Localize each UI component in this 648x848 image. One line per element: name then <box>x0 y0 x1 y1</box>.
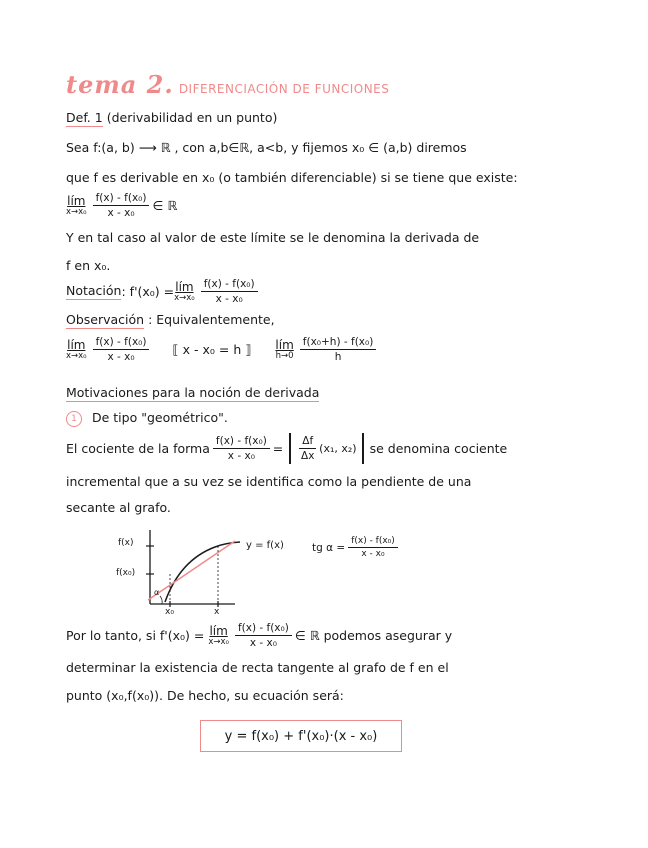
graph-curve-label: y = f(x) <box>246 540 284 551</box>
notacion-lim <box>174 280 195 303</box>
frac-den: x - x₀ <box>361 549 385 559</box>
observacion-rest: : Equivalentemente, <box>148 312 275 327</box>
lim-sub: h→0 <box>275 351 294 361</box>
lim-sub: x→x₀ <box>208 637 229 647</box>
equals: = <box>272 441 284 456</box>
lim-word: lím <box>67 194 86 208</box>
notacion <box>66 278 261 305</box>
observacion-subst: ⟦ x - x₀ = h ⟧ <box>172 342 252 357</box>
conclusion-line2: determinar la existencia de recta tangente al grafo de f en el <box>66 660 449 675</box>
page-title <box>66 70 389 99</box>
frac-den: x - x₀ <box>215 293 243 305</box>
item-number: 1 <box>66 411 82 427</box>
observacion-formula <box>66 336 379 363</box>
item-title: De tipo "geométrico". <box>91 410 228 425</box>
notacion-fraction <box>201 278 258 305</box>
frac-den: x - x₀ <box>107 351 135 363</box>
graph-angle-label: α <box>154 588 160 597</box>
tg-formula <box>312 536 401 559</box>
line1-a: Por lo tanto, si f'(x₀) = <box>66 628 205 643</box>
tangent-formula: y = f(x₀) + f'(x₀)·(x - x₀) <box>224 728 378 744</box>
motivaciones-line3: secante al grafo. <box>66 500 171 515</box>
lim-word: lím <box>67 338 86 352</box>
motivaciones-item <box>66 410 228 427</box>
curve <box>165 542 240 602</box>
def1-lim <box>66 194 87 217</box>
observacion-label: Observación <box>66 312 145 327</box>
def1-line3: Y en tal caso al valor de este límite se le denomina la derivada de <box>66 230 480 245</box>
graph-x-label1: x₀ <box>165 607 174 617</box>
lim-word: lím <box>209 624 228 638</box>
delta-num: Δf <box>299 435 316 449</box>
motivaciones-line2: incremental que a su vez se identifica como la pendiente de una <box>66 474 472 489</box>
conclusion-fraction <box>235 622 292 649</box>
def1-fraction <box>93 192 150 219</box>
line1-a: El cociente de la forma <box>66 441 210 456</box>
graph-y-label1: f(x) <box>118 538 134 548</box>
tg-lhs: tg α = <box>312 541 346 554</box>
lim-word: lím <box>175 280 194 294</box>
title-subtitle: DIFERENCIACIÓN DE FUNCIONES <box>178 82 390 96</box>
observacion-heading <box>66 312 275 327</box>
conclusion-line1 <box>66 622 452 649</box>
delta-den: Δx <box>301 450 315 462</box>
motivaciones-fraction <box>213 435 270 462</box>
line1-b: ∈ ℝ podemos asegurar y <box>294 628 453 643</box>
secant-line <box>148 541 235 600</box>
frac-den: x - x₀ <box>107 207 135 219</box>
lim-sub: x→x₀ <box>174 293 195 303</box>
frac-num: f(x₀+h) - f(x₀) <box>300 336 377 350</box>
observacion-fraction2 <box>300 336 377 363</box>
notacion-label: Notación <box>66 283 122 298</box>
frac-num: f(x) - f(x₀) <box>93 336 150 350</box>
lim-word: lím <box>275 338 294 352</box>
tg-fraction <box>348 536 398 559</box>
observacion-lim1 <box>66 338 87 361</box>
observacion-fraction1 <box>93 336 150 363</box>
motivaciones-label: Motivaciones para la noción de derivada <box>66 385 320 400</box>
delta-bracket <box>289 433 363 464</box>
graph-x-label2: x <box>214 607 220 617</box>
frac-den: h <box>334 351 342 363</box>
def1-line1: Sea f:(a, b) ⟶ ℝ , con a,b∈ℝ, a<b, y fijemos x₀ ∈ (a,b) diremos <box>66 140 467 155</box>
title-tema: tema 2. <box>66 70 174 99</box>
def1-in-r: ∈ ℝ <box>152 198 178 213</box>
tangent-formula-box <box>200 720 402 752</box>
delta-args: (x₁, x₂) <box>319 442 357 455</box>
frac-num: f(x) - f(x₀) <box>235 622 292 636</box>
frac-num: f(x) - f(x₀) <box>348 536 398 548</box>
line1-b: se denomina cociente <box>369 441 508 456</box>
def1-heading <box>66 110 277 125</box>
def1-line2: que f es derivable en x₀ (o también diferenciable) si se tiene que existe: <box>66 170 518 185</box>
conclusion-lim <box>208 624 229 647</box>
frac-den: x - x₀ <box>249 637 277 649</box>
observacion-lim2 <box>275 338 293 361</box>
delta-fraction <box>299 435 316 462</box>
def1-label: Def. 1 <box>66 110 103 125</box>
lim-sub: x→x₀ <box>66 207 87 217</box>
frac-den: x - x₀ <box>227 450 255 462</box>
lim-sub: x→x₀ <box>66 351 87 361</box>
graph-y-label2: f(x₀) <box>116 568 136 578</box>
motivaciones-line1 <box>66 433 507 464</box>
conclusion-line3: punto (x₀,f(x₀)). De hecho, su ecuación será: <box>66 688 344 703</box>
def1-heading-rest: (derivabilidad en un punto) <box>106 110 278 125</box>
notacion-lhs: : f'(x₀) = <box>121 284 175 299</box>
frac-num: f(x) - f(x₀) <box>213 435 270 449</box>
frac-num: f(x) - f(x₀) <box>201 278 258 292</box>
def1-line4: f en x₀. <box>66 258 111 273</box>
motivaciones-heading <box>66 385 319 400</box>
frac-num: f(x) - f(x₀) <box>93 192 150 206</box>
def1-limit <box>66 192 177 219</box>
angle-arc <box>160 596 162 604</box>
